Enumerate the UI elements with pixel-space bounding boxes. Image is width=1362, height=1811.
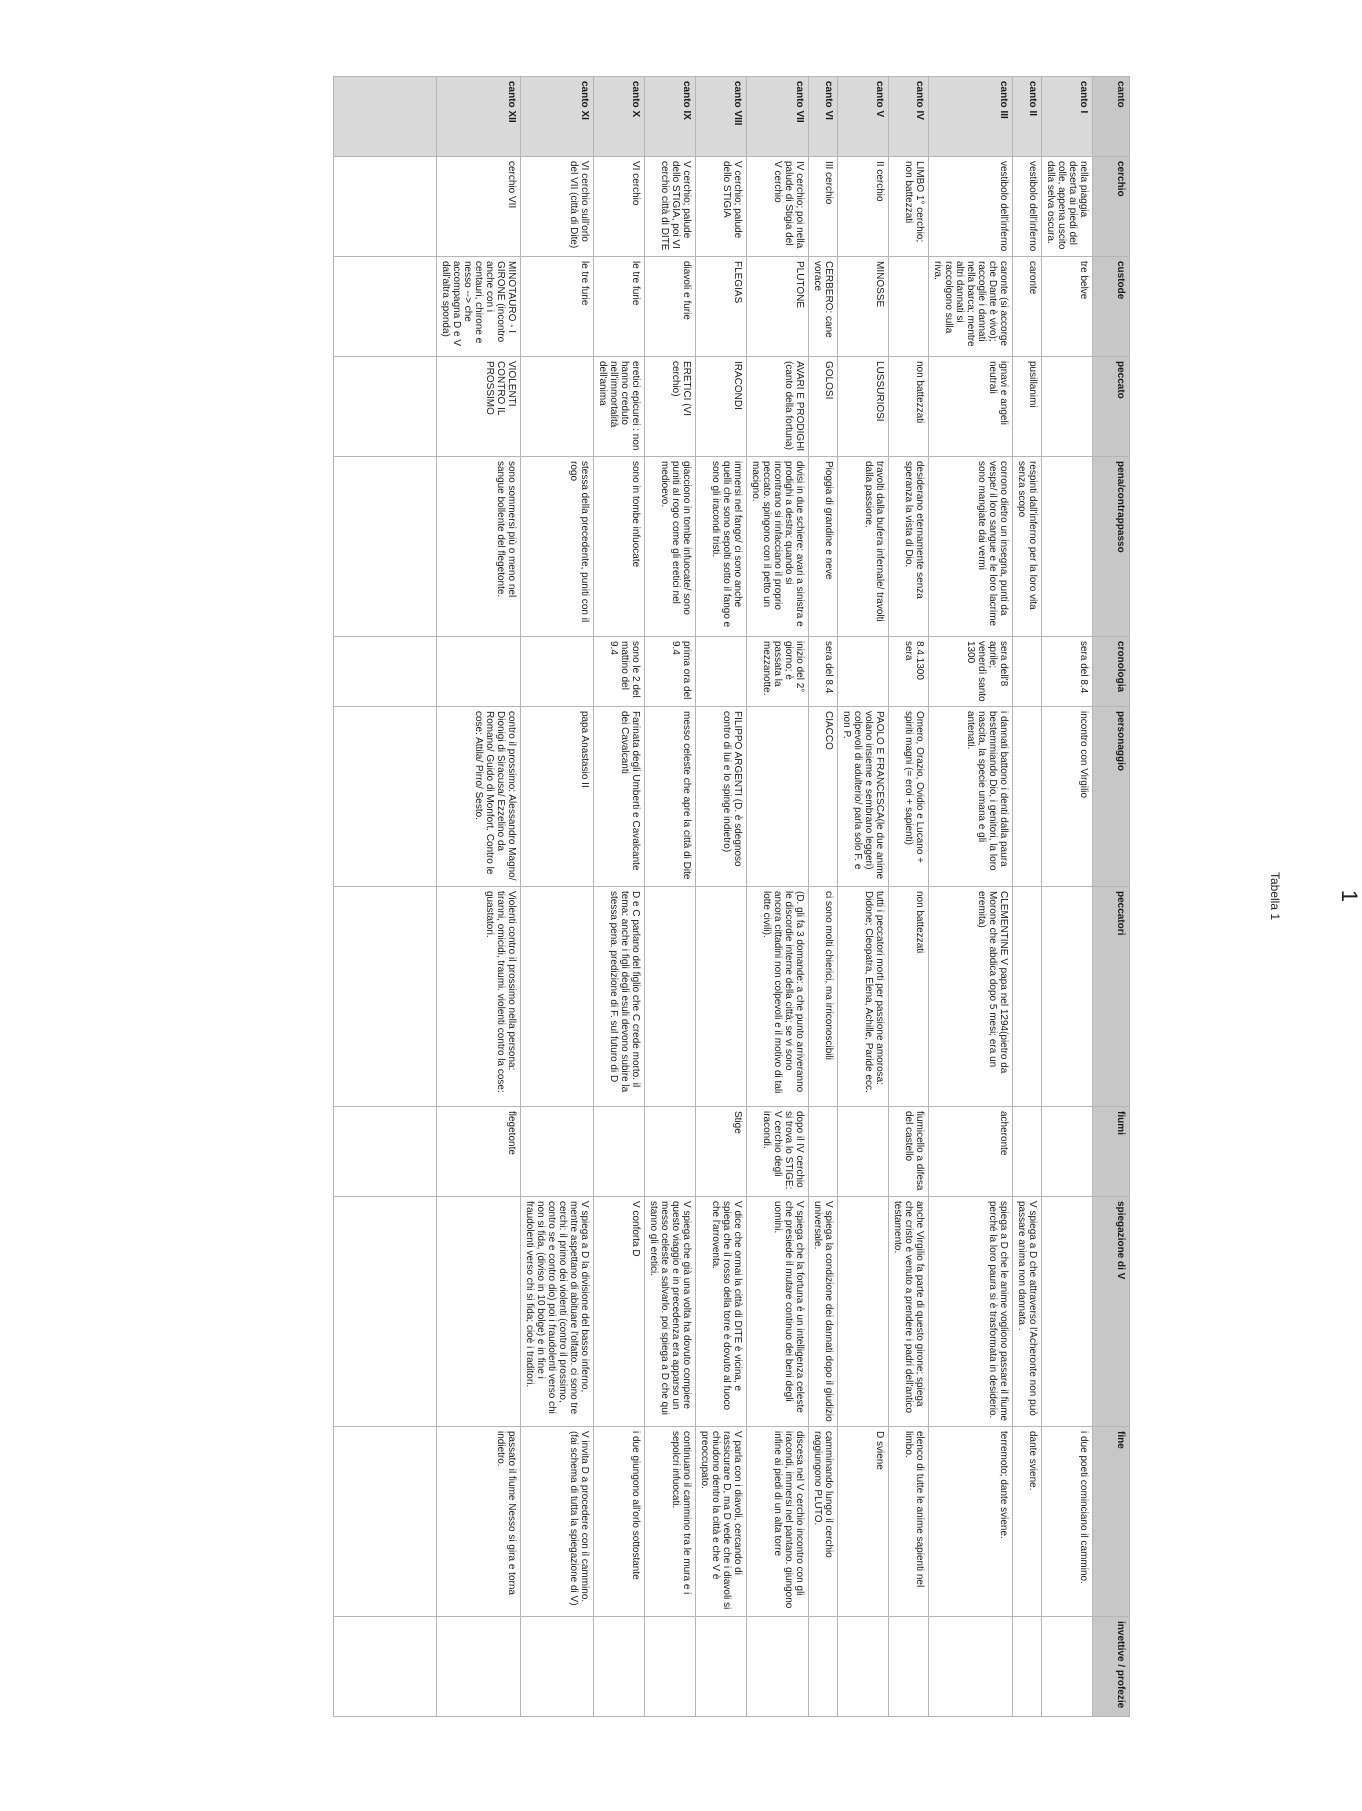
row-header-cell: canto XII (437, 77, 521, 157)
row-header-cell: canto V (838, 77, 889, 157)
table-cell-fiumi (809, 1107, 838, 1197)
table-cell-cronologia: sera dell'8 aprile; venerdì santo 1300 (929, 637, 1013, 707)
table-cell-invettive (838, 1617, 889, 1717)
column-header: fine (1093, 1427, 1130, 1617)
column-header: peccato (1093, 357, 1130, 457)
table-cell-personaggio (747, 707, 809, 887)
table-cell-cerchio: V cerchio; palude dello STIGIA, poi VI cerchio città di DITE (645, 157, 696, 257)
table-cell-fiumi (334, 1107, 437, 1197)
row-header-cell: canto I (1042, 77, 1093, 157)
table-row (809, 77, 838, 1717)
table-cell-invettive (645, 1617, 696, 1717)
table-cell-cerchio: nella piaggia deserta ai piedi del colle, appena uscito dalla selva oscura. (1042, 157, 1093, 257)
document-title: Tabella 1 (1268, 871, 1282, 921)
row-header-cell: canto XI (521, 77, 594, 157)
table-cell-spiegazione: V spiega a D che attraverso l'Acheronte non può passare anima non dannata . (1013, 1197, 1042, 1427)
table-cell-cronologia (334, 637, 437, 707)
table-row (1042, 77, 1093, 1717)
table-cell-cerchio: VI cerchio sull'orlo del VII (città di Dite) (521, 157, 594, 257)
table-cell-pena: travolti dalla bufera infernale/ travolti dalla passione. (838, 457, 889, 637)
table-cell-spiegazione: anche Virgilio fa parte di questo girone; spiega che cristo è venuto a prendere i padri dell'antico testamento. (889, 1197, 929, 1427)
table-cell-peccato: eretici epicurei : non hanno creduto nell'immortalità dell'anima (594, 357, 645, 457)
table-cell-peccato (334, 357, 437, 457)
rotated-page (198, 76, 1362, 1716)
table-cell-peccatori: Violenti contro il prossimo nella persona: tiranni, omicidi, traumi. violenti contro la cose: guastatori. (437, 887, 521, 1107)
table-cell-custode: PLUTONE (747, 257, 809, 357)
table-row (696, 77, 747, 1717)
table-cell-cronologia: sera del 8.4 (1042, 637, 1093, 707)
table-cell-fine: discesa nel V cerchio incontro con gli iracondi, immersi nel pantano. giungono infine ai piedi di un alta torre (747, 1427, 809, 1617)
table-cell-cerchio: IV cerchio; poi nella palude di Stigia del V cerchio (747, 157, 809, 257)
table-cell-fine: terremoto; dante sviene. (929, 1427, 1013, 1617)
table-cell-peccatori: tutti i peccatori morti per passione amorosa: Didone; Cleopatra, Elena, Achille, Paride ecc. (838, 887, 889, 1107)
table-cell-peccatori: CLEMENTINE V papa nel 1294(pietro da Morone che abdica dopo 5 mesi; era un eremita) (929, 887, 1013, 1107)
table-cell-cerchio: VI cerchio (594, 157, 645, 257)
table-cell-custode: MINOTAURO - I GIRONE (incontro anche con i centauri, chirone e nesso --> che accompagna D e V dall'altra sponda) (437, 257, 521, 357)
table-cell-custode: le tre furie (594, 257, 645, 357)
table-cell-pena: immersi nel fango/ ci sono anche quelli che sono sepolti sotto il fango e sono gli iracondi tristi. (696, 457, 747, 637)
table-cell-peccato: ignavi e angeli neutrali (929, 357, 1013, 457)
table-cell-spiegazione: V spiega a D la divisione del basso inferno, mentre aspettano di abituare l'olfatto. ci sono tre cerchi: il primo dei violenti (contro il prossimo, contro se e contro dio) poi i fraudolenti verso chi non si fida, (diviso in 10 bolge) e in fine i fraudolenti verso chi si fida; cioè i traditori. (521, 1197, 594, 1427)
table-cell-pena: sono sommersi più o meno nel sangue bollente del flegetonte. (437, 457, 521, 637)
table-cell-personaggio: PAOLO E FRANCESCA(le due anime volano insieme e sembrano leggeri) colpevoli di adulterio/ parla solo F. e non P. (838, 707, 889, 887)
table-cell-custode: tre belve (1042, 257, 1093, 357)
table-cell-personaggio: i dannati battono i denti dalla paura bestemmiando Dio, i genitori, la loro nascita, la specie umana e gli antenati. (929, 707, 1013, 887)
table-cell-cronologia: sono le 2 del mattino del 9.4 (594, 637, 645, 707)
table-row (889, 77, 929, 1717)
column-header: spiegazione di V (1093, 1197, 1130, 1427)
table-cell-invettive (334, 1617, 437, 1717)
table-cell-invettive (1042, 1617, 1093, 1717)
table-cell-custode: diavoli e furie (645, 257, 696, 357)
table-cell-spiegazione: V spiega che la fortuna è un intelligenza celeste che presiede il mutare continuo dei beni degli uomini. (747, 1197, 809, 1427)
table-cell-cronologia (838, 637, 889, 707)
row-header-cell: canto VIII (696, 77, 747, 157)
table-row (929, 77, 1013, 1717)
table-cell-personaggio: CIACCO (809, 707, 838, 887)
table-cell-peccato: LUSSURIOSI (838, 357, 889, 457)
row-header-cell: canto IV (889, 77, 929, 157)
table-cell-peccato (521, 357, 594, 457)
table-cell-cronologia: sera del 8.4 (809, 637, 838, 707)
table-cell-fiumi: acheronte (929, 1107, 1013, 1197)
table-cell-pena: Pioggia di grandine e neve (809, 457, 838, 637)
table-cell-fiumi: flegetonte (437, 1107, 521, 1197)
table-cell-invettive (889, 1617, 929, 1717)
table-cell-cronologia (696, 637, 747, 707)
table-cell-fiumi (645, 1107, 696, 1197)
table-cell-peccatori: D e C parlano del figlio che C crede morto. il tema: anche i figli degli esuli devono subire la stessa pena. predizione di F. sul futuro di D (594, 887, 645, 1107)
table-cell-personaggio: contro il prossimo: Alessandro Magno/ Dionigi di Siracusa/ Ezzelino da Romano/ Guido di Monfort. Contro le cose: Attila/ Pirro/ Sesto. (437, 707, 521, 887)
table-cell-spiegazione: V dice che ormai la città di DITE è vicina, e spiega che il rosso della torre è dovuto al fuoco che l'arroventa. (696, 1197, 747, 1427)
column-header: peccatori (1093, 887, 1130, 1107)
table-cell-fiumi: dopo il IV cerchio si trova lo STIGE: V cerchio degli iracondi. (747, 1107, 809, 1197)
table-cell-peccatori (1013, 887, 1042, 1107)
table-cell-fine: V invita D a procedere con il cammino. (fai schema di tutta la spiegazione di V) (521, 1427, 594, 1617)
row-header-cell: canto IX (645, 77, 696, 157)
table-cell-cerchio: III cerchio (809, 157, 838, 257)
table-row (645, 77, 696, 1717)
table-cell-invettive (437, 1617, 521, 1717)
table-cell-fine: passato il fiume Nesso si gira e torna indietro. (437, 1427, 521, 1617)
table-cell-cerchio: II cerchio (838, 157, 889, 257)
table-cell-peccatori (521, 887, 594, 1107)
table-cell-peccato: ERETICI (VI cerchio) (645, 357, 696, 457)
row-header-cell: canto II (1013, 77, 1042, 157)
table-cell-fine: D sviene (838, 1427, 889, 1617)
row-header-cell: canto X (594, 77, 645, 157)
table-cell-spiegazione (334, 1197, 437, 1427)
table-cell-cerchio: vestibolo dell'inferno (929, 157, 1013, 257)
table-cell-fiumi (1013, 1107, 1042, 1197)
table-row (838, 77, 889, 1717)
table-cell-peccatori: non battezzati (889, 887, 929, 1107)
table-cell-custode (334, 257, 437, 357)
table-cell-peccato: IRACONDI (696, 357, 747, 457)
table-cell-pena (334, 457, 437, 637)
column-header: custode (1093, 257, 1130, 357)
row-header-cell: canto VI (809, 77, 838, 157)
table-cell-cronologia (437, 637, 521, 707)
table-cell-personaggio (1013, 707, 1042, 887)
table-row (594, 77, 645, 1717)
table-cell-fine: continuano il cammino tra le mura e i sepolcri infuocati. (645, 1427, 696, 1617)
table-cell-spiegazione: V spiega la condizione dei dannati dopo il giudizio universale. (809, 1197, 838, 1427)
table-cell-custode (889, 257, 929, 357)
table-row (334, 77, 437, 1717)
table-cell-personaggio: Farinata degli Umberti e Cavalcante dei Cavalcanti (594, 707, 645, 887)
table-cell-custode: caronte (1013, 257, 1042, 357)
table-cell-fine: V parla con i diavoli, cercando di rassicurare D, ma D vede che i diavoli si chiudono dentro la città e che V è preoccupato. (696, 1427, 747, 1617)
table-cell-custode: le tre furie (521, 257, 594, 357)
table-cell-peccato: non battezzati (889, 357, 929, 457)
page-number: 1 (1337, 889, 1362, 903)
table-cell-fine: camminando lungo il cerchio raggiungono PLUTO. (809, 1427, 838, 1617)
table-row (521, 77, 594, 1717)
table-cell-custode: MINOSSE (838, 257, 889, 357)
table-cell-fiumi (521, 1107, 594, 1197)
table-cell-fiumi: Stige (696, 1107, 747, 1197)
table-cell-pena (1042, 457, 1093, 637)
table-cell-pena: corrono dietro un insegna, punti da vespe/ il loro sangue e le loro lacrime sono mangiate dai vermi (929, 457, 1013, 637)
table-cell-cronologia (521, 637, 594, 707)
table-cell-spiegazione: spiega a D che le anime vogliono passare il fiume perché la loro paura si è trasformata in desiderio. (929, 1197, 1013, 1427)
table-cell-fine: dante sviene. (1013, 1427, 1042, 1617)
table-cell-fine: i due giungono all'orlo sottostante (594, 1427, 645, 1617)
column-header: pena/contrappasso (1093, 457, 1130, 637)
table-body (334, 77, 1093, 1717)
table-cell-peccatori (645, 887, 696, 1107)
table-cell-peccato: AVARI E PRODIGHI (canto della fortuna) (747, 357, 809, 457)
table-cell-invettive (929, 1617, 1013, 1717)
column-header: personaggio (1093, 707, 1130, 887)
column-header: cerchio (1093, 157, 1130, 257)
table-cell-personaggio: messo celeste che apre la città di Dite (645, 707, 696, 887)
table-cell-cerchio: LIMBO 1° cerchio; non battezzati (889, 157, 929, 257)
table-cell-spiegazione: V conforta D (594, 1197, 645, 1427)
table-cell-cerchio (334, 157, 437, 257)
table-cell-spiegazione (1042, 1197, 1093, 1427)
table-cell-pena: sono in tombe infuocate (594, 457, 645, 637)
table-cell-cronologia: 8.4.1300 sera (889, 637, 929, 707)
table-cell-peccato: pusillanimi (1013, 357, 1042, 457)
table-cell-cerchio: vestibolo dell'inferno (1013, 157, 1042, 257)
table-cell-invettive (696, 1617, 747, 1717)
row-header-cell: canto III (929, 77, 1013, 157)
table-cell-fiumi: fiumicello a difesa del castello (889, 1107, 929, 1197)
table-row (1013, 77, 1042, 1717)
table-cell-personaggio: papa Anastasio II (521, 707, 594, 887)
table-cell-spiegazione: V spiega che già una volta ha dovuto compiere questo viaggio e in precedenza era apparso un messo celeste a salvarlo. poi spiega a D che qui stanno gli eretici. (645, 1197, 696, 1427)
table-cell-cronologia: prima ora del 9.4 (645, 637, 696, 707)
table-cell-personaggio: Omero, Orazio, Ovidio e Lucano + spiriti magni (= eroi + sapienti) (889, 707, 929, 887)
table-cell-fiumi (594, 1107, 645, 1197)
table-cell-invettive (1013, 1617, 1042, 1717)
table-cell-fine: i due poeti cominciano il cammino. (1042, 1427, 1093, 1617)
table-header (1093, 77, 1130, 1717)
table-cell-custode: caronte (si accorge che Dante è vivo); raccoglie i dannati nella barca; mentre altri dannati si raccolgono sulla riva. (929, 257, 1013, 357)
table-cell-invettive (521, 1617, 594, 1717)
column-header: canto (1093, 77, 1130, 157)
table-cell-personaggio: incontro con Virgilio (1042, 707, 1093, 887)
table-cell-peccato: VIOLENTI CONTRO IL PROSSIMO (437, 357, 521, 457)
table-cell-fine: elenco di tutte le anime sapienti nel limbo. (889, 1427, 929, 1617)
table-cell-peccato: GOLOSI (809, 357, 838, 457)
table-cell-invettive (747, 1617, 809, 1717)
table-cell-peccatori: (D. gli fa 3 domande: a che punto arriveranno le discordie interne della città; se vi sono ancora cittadini non colpevoli e il motivo di tali lotte civili). (747, 887, 809, 1107)
row-header-cell: canto VII (747, 77, 809, 157)
table-cell-cronologia: inizio del 2° giorno; è passata la mezzanotte. (747, 637, 809, 707)
table-cell-pena: desiderano eternamente senza speranza la vista di Dio. (889, 457, 929, 637)
table-cell-fine (334, 1427, 437, 1617)
column-header: fiumi (1093, 1107, 1130, 1197)
table-cell-fiumi (1042, 1107, 1093, 1197)
table-cell-invettive (594, 1617, 645, 1717)
table-cell-custode: FLEGIAS (696, 257, 747, 357)
table-cell-pena: respinti dall'inferno per la loro vita senza scopo (1013, 457, 1042, 637)
table-cell-spiegazione (838, 1197, 889, 1427)
table-cell-cerchio: V cerchio; palude dello STIGIA (696, 157, 747, 257)
table-cell-invettive (809, 1617, 838, 1717)
table-cell-cerchio: cerchio VII (437, 157, 521, 257)
table-cell-pena: divisi in due schiere: avari a sinistra e prodighi a destra; quando si incontrano si rinfacciano il proprio peccato. spingono con il petto un macigno. (747, 457, 809, 637)
table-cell-personaggio: FILIPPO ARGENTI (D. è sdegnoso contro di lui e lo spinge indietro) (696, 707, 747, 887)
table-row (437, 77, 521, 1717)
table-cell-peccatori (1042, 887, 1093, 1107)
table-cell-peccatori: ci sono molti chierici, ma irriconoscibili (809, 887, 838, 1107)
table-cell-peccatori (334, 887, 437, 1107)
table-cell-cronologia (1013, 637, 1042, 707)
table-cell-peccatori (696, 887, 747, 1107)
inferno-table (333, 76, 1130, 1717)
table-cell-peccato (1042, 357, 1093, 457)
table-row (747, 77, 809, 1717)
table-cell-pena: stessa della precedente, puniti con il rogo (521, 457, 594, 637)
table-cell-fiumi (838, 1107, 889, 1197)
column-header: invettive / profezie (1093, 1617, 1130, 1717)
row-header-cell (334, 77, 437, 157)
table-cell-custode: CERBERO: cane vorace (809, 257, 838, 357)
table-cell-pena: giacciono in tombe infuocate/ sono puniti al rogo come gli eretici nel medioevo. (645, 457, 696, 637)
table-cell-personaggio (334, 707, 437, 887)
table-cell-spiegazione (437, 1197, 521, 1427)
column-header: cronologia (1093, 637, 1130, 707)
